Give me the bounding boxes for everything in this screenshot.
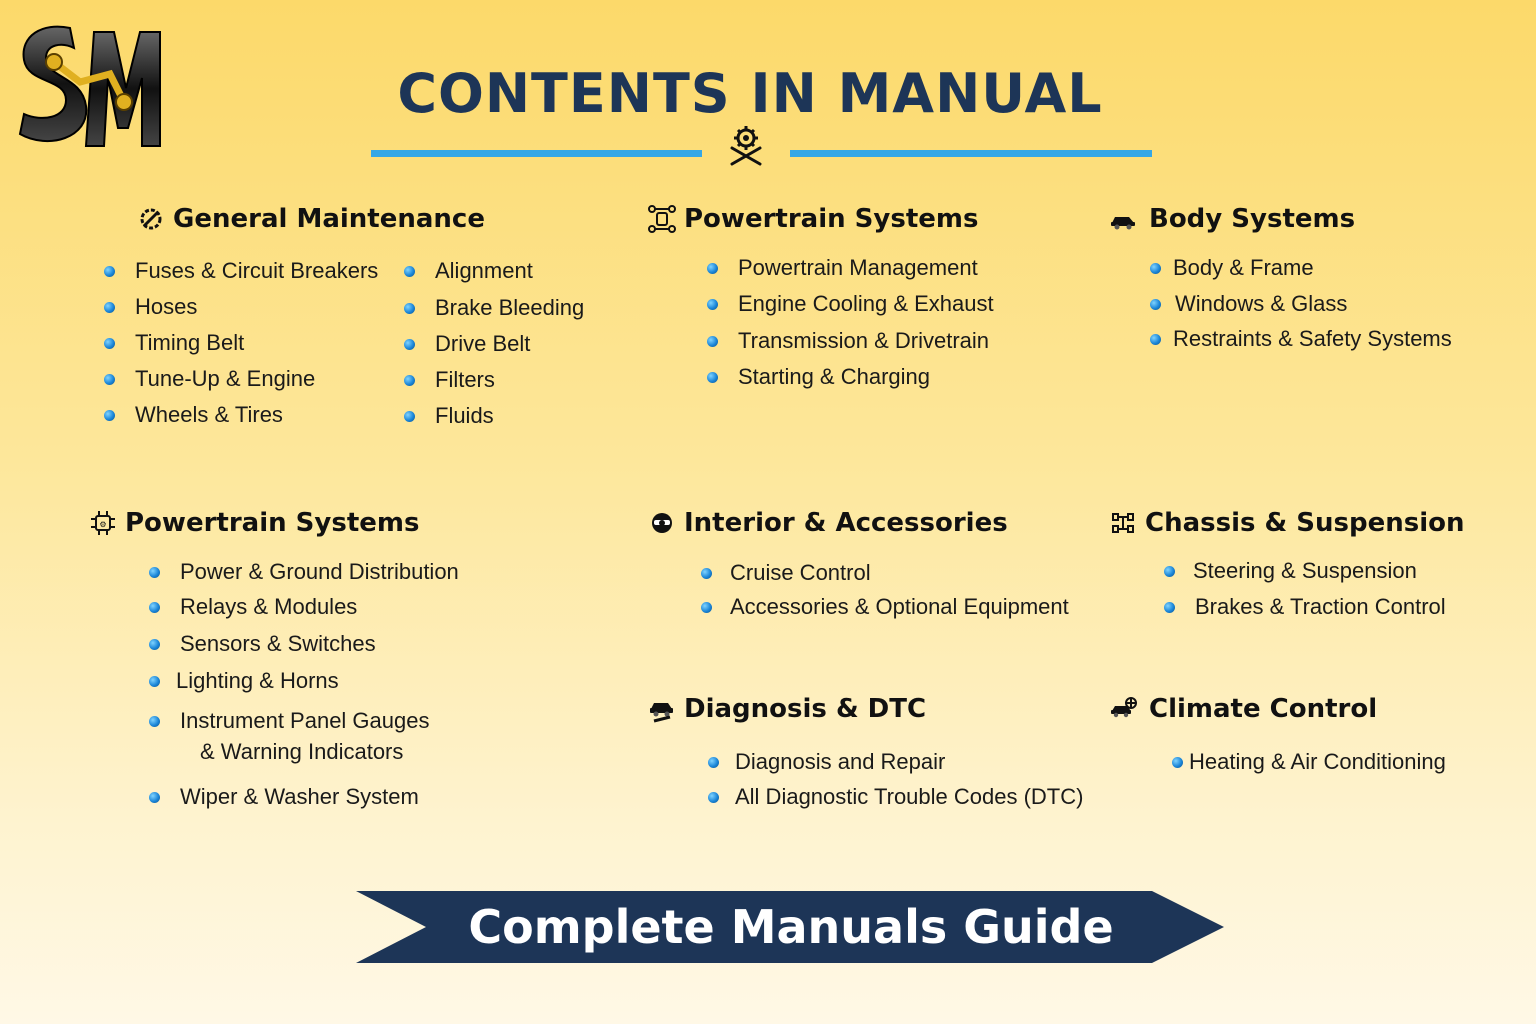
bullet-icon bbox=[707, 299, 718, 310]
item-label: Starting & Charging bbox=[738, 364, 930, 389]
list-item[interactable] bbox=[1172, 749, 1446, 775]
section-body-systems bbox=[1109, 204, 1355, 234]
bullet-icon bbox=[104, 302, 115, 313]
item-label: Heating & Air Conditioning bbox=[1189, 749, 1446, 774]
section-climate-control bbox=[1109, 694, 1377, 724]
complete-manuals-banner[interactable] bbox=[356, 891, 1224, 963]
title-divider-left bbox=[371, 150, 702, 157]
svg-text:⚙: ⚙ bbox=[99, 520, 107, 529]
bullet-icon bbox=[149, 602, 160, 613]
list-item[interactable] bbox=[104, 294, 197, 320]
list-item[interactable] bbox=[1150, 255, 1314, 281]
gear-wrench-emblem-icon bbox=[724, 124, 768, 168]
list-item-continuation bbox=[200, 739, 403, 765]
circuit-icon bbox=[89, 509, 117, 537]
bullet-icon bbox=[404, 303, 415, 314]
bullet-icon bbox=[707, 336, 718, 347]
item-label: Power & Ground Distribution bbox=[180, 559, 459, 584]
list-item[interactable] bbox=[149, 708, 429, 734]
bullet-icon bbox=[104, 338, 115, 349]
chassis-icon bbox=[1109, 509, 1137, 537]
item-label: Lighting & Horns bbox=[176, 668, 339, 693]
list-item[interactable] bbox=[104, 366, 315, 392]
item-label: Relays & Modules bbox=[180, 594, 358, 619]
list-item[interactable] bbox=[701, 594, 1069, 620]
bullet-icon bbox=[701, 602, 712, 613]
banner-label: Complete Manuals Guide bbox=[468, 900, 1114, 954]
item-label: Cruise Control bbox=[730, 560, 871, 585]
wrench-gear-icon bbox=[137, 205, 165, 233]
bullet-icon bbox=[1164, 566, 1175, 577]
list-item[interactable] bbox=[149, 594, 357, 620]
item-label: Body & Frame bbox=[1173, 255, 1314, 280]
diagnostic-car-icon bbox=[648, 695, 676, 723]
list-item[interactable] bbox=[404, 295, 584, 321]
list-item[interactable] bbox=[404, 367, 495, 393]
section-title: Diagnosis & DTC bbox=[684, 694, 927, 724]
item-label: Filters bbox=[435, 367, 495, 392]
bullet-icon bbox=[149, 676, 160, 687]
item-label: Instrument Panel Gauges bbox=[180, 708, 430, 733]
bullet-icon bbox=[1150, 299, 1161, 310]
bullet-icon bbox=[708, 757, 719, 768]
item-label: Hoses bbox=[135, 294, 198, 319]
item-label: Sensors & Switches bbox=[180, 631, 376, 656]
section-title: Body Systems bbox=[1149, 204, 1356, 234]
item-label: Steering & Suspension bbox=[1193, 558, 1417, 583]
page-title: CONTENTS IN MANUAL bbox=[397, 62, 1103, 125]
item-label: Diagnosis and Repair bbox=[735, 749, 946, 774]
item-label: Timing Belt bbox=[135, 330, 245, 355]
item-label: Alignment bbox=[435, 258, 533, 283]
bullet-icon bbox=[707, 372, 718, 383]
item-label: Windows & Glass bbox=[1175, 291, 1348, 316]
bullet-icon bbox=[1150, 263, 1161, 274]
bullet-icon bbox=[104, 374, 115, 385]
section-powertrain-systems-bottom bbox=[89, 508, 419, 538]
item-label: All Diagnostic Trouble Codes (DTC) bbox=[735, 784, 1084, 809]
bullet-icon bbox=[701, 568, 712, 579]
list-item[interactable] bbox=[104, 402, 283, 428]
list-item[interactable] bbox=[404, 403, 494, 429]
list-item[interactable] bbox=[404, 258, 533, 284]
item-label: Restraints & Safety Systems bbox=[1173, 326, 1452, 351]
section-chassis-suspension bbox=[1109, 508, 1464, 538]
item-label: & Warning Indicators bbox=[200, 739, 404, 764]
section-title: Chassis & Suspension bbox=[1145, 508, 1465, 538]
list-item[interactable] bbox=[1164, 558, 1417, 584]
item-label: Tune-Up & Engine bbox=[135, 366, 316, 391]
list-item[interactable] bbox=[104, 258, 378, 284]
item-label: Wiper & Washer System bbox=[180, 784, 419, 809]
bullet-icon bbox=[708, 792, 719, 803]
section-title: Interior & Accessories bbox=[684, 508, 1008, 538]
item-label: Transmission & Drivetrain bbox=[738, 328, 990, 353]
bullet-icon bbox=[404, 411, 415, 422]
item-label: Brake Bleeding bbox=[435, 295, 585, 320]
list-item[interactable] bbox=[1150, 291, 1347, 317]
item-label: Wheels & Tires bbox=[135, 402, 283, 427]
bullet-icon bbox=[404, 266, 415, 277]
item-label: Powertrain Management bbox=[738, 255, 978, 280]
list-item[interactable] bbox=[701, 560, 871, 586]
list-item[interactable] bbox=[707, 364, 930, 390]
item-label: Accessories & Optional Equipment bbox=[730, 594, 1069, 619]
section-interior-accessories bbox=[648, 508, 1008, 538]
bullet-icon bbox=[404, 339, 415, 350]
list-item[interactable] bbox=[149, 668, 339, 694]
section-general-maintenance bbox=[137, 204, 485, 234]
section-powertrain-systems-top bbox=[648, 204, 978, 234]
item-label: Engine Cooling & Exhaust bbox=[738, 291, 994, 316]
bullet-icon bbox=[707, 263, 718, 274]
list-item[interactable] bbox=[149, 784, 419, 810]
list-item[interactable] bbox=[708, 784, 1083, 810]
list-item[interactable] bbox=[707, 255, 978, 281]
drivetrain-icon bbox=[648, 205, 676, 233]
title-divider-right bbox=[790, 150, 1152, 157]
section-diagnosis-dtc bbox=[648, 694, 926, 724]
bullet-icon bbox=[149, 716, 160, 727]
bullet-icon bbox=[104, 266, 115, 277]
list-item[interactable] bbox=[707, 328, 989, 354]
section-title: Climate Control bbox=[1149, 694, 1378, 724]
bullet-icon bbox=[149, 639, 160, 650]
bullet-icon bbox=[404, 375, 415, 386]
list-item[interactable] bbox=[149, 559, 459, 585]
list-item[interactable] bbox=[708, 749, 945, 775]
item-label: Fluids bbox=[435, 403, 494, 428]
section-title: Powertrain Systems bbox=[684, 204, 979, 234]
list-item[interactable] bbox=[404, 331, 530, 357]
bullet-icon bbox=[149, 567, 160, 578]
section-title: General Maintenance bbox=[173, 204, 485, 234]
bullet-icon bbox=[1172, 757, 1183, 768]
bullet-icon bbox=[104, 410, 115, 421]
section-title: Powertrain Systems bbox=[125, 508, 420, 538]
bullet-icon bbox=[149, 792, 160, 803]
steering-wheel-icon bbox=[648, 509, 676, 537]
bullet-icon bbox=[1150, 334, 1161, 345]
item-label: Drive Belt bbox=[435, 331, 531, 356]
bullet-icon bbox=[1164, 602, 1175, 613]
list-item[interactable] bbox=[707, 291, 994, 317]
climate-fan-icon bbox=[1109, 695, 1137, 723]
item-label: Brakes & Traction Control bbox=[1195, 594, 1446, 619]
car-icon bbox=[1109, 205, 1137, 233]
list-item[interactable] bbox=[1164, 594, 1446, 620]
item-label: Fuses & Circuit Breakers bbox=[135, 258, 379, 283]
list-item[interactable] bbox=[1150, 326, 1452, 352]
list-item[interactable] bbox=[149, 631, 376, 657]
list-item[interactable] bbox=[104, 330, 244, 356]
